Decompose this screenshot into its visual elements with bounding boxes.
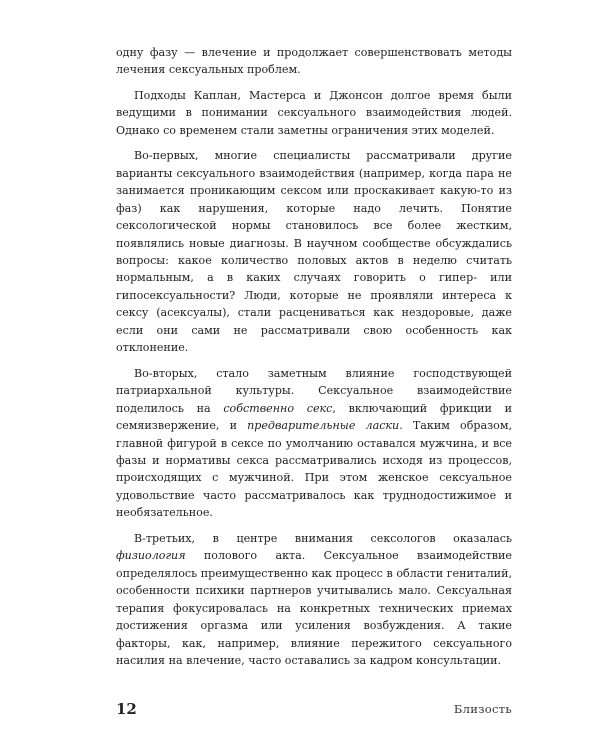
italic-text: собственно секс — [223, 401, 333, 415]
text-run: Во-вторых, стало заметным влияние господствующей патриархальной культуры. Сексуальное взаимодействие поделилось на — [116, 366, 512, 415]
text-run: , включающий фрикции и семяизвержение, и — [116, 401, 512, 433]
page-number: 12 — [116, 700, 137, 718]
text-run: полового акта. Сексуальное взаимодействие определялось преимущественно как процесс в области гениталий, особенности психики партнеров учитывались мало. Сексуальная терапия фокусировалась на конкретных технических приемах достижения оргазма или усиления возбуждения. А такие факторы, как, например, влияние пережитого сексуального насилия на влечение, часто оставались за кадром консультации. — [116, 549, 512, 667]
text-run: одну фазу — влечение и продолжает совершенствовать методы лечения сексуальных проблем. — [116, 46, 512, 77]
paragraph — [116, 530, 512, 670]
page-footer — [116, 700, 512, 722]
paragraph — [116, 44, 512, 79]
text-run: В-третьих, в центре внимания сексологов оказалась — [134, 531, 512, 545]
paragraph — [116, 147, 512, 356]
text-run: Во-первых, многие специалисты рассматривали другие варианты сексуального взаимодействия (например, когда пара не занимается проникающим сексом или проскакивает какую-то из фаз) как нарушения, которые надо лечить. Понятие сексологической нормы становилось все более жестким, появлялись новые диагнозы. В научном сообществе обсуждались вопросы: какое количество половых актов в неделю считать нормальным, а в каких случаях говорить о гипер- или гипосексуальности? Люди, которые не проявляли интереса к сексу (асексуалы), стали расцениваться как нездоровые, даже если они сами не рассматривали свою особенность как отклонение. — [116, 149, 512, 355]
italic-text: предварительные ласки — [247, 419, 400, 433]
running-title: Близость — [453, 702, 512, 716]
paragraph — [116, 365, 512, 522]
body-text — [116, 44, 512, 669]
text-run: . Таким образом, главной фигурой в сексе по умолчанию оставался мужчина, и все фазы и нормативы секса рассматривались исходя из процессов, происходящих с мужчиной. При этом женское сексуальное удовольствие часто рассматривалось как труднодостижимое и необязательное. — [116, 419, 512, 520]
italic-text: физиология — [116, 549, 186, 563]
text-run: Подходы Каплан, Мастерса и Джонсон долгое время были ведущими в понимании сексуального взаимодействия людей. Однако со временем стали заметны ограничения этих моделей. — [116, 88, 512, 137]
paragraph — [116, 87, 512, 139]
